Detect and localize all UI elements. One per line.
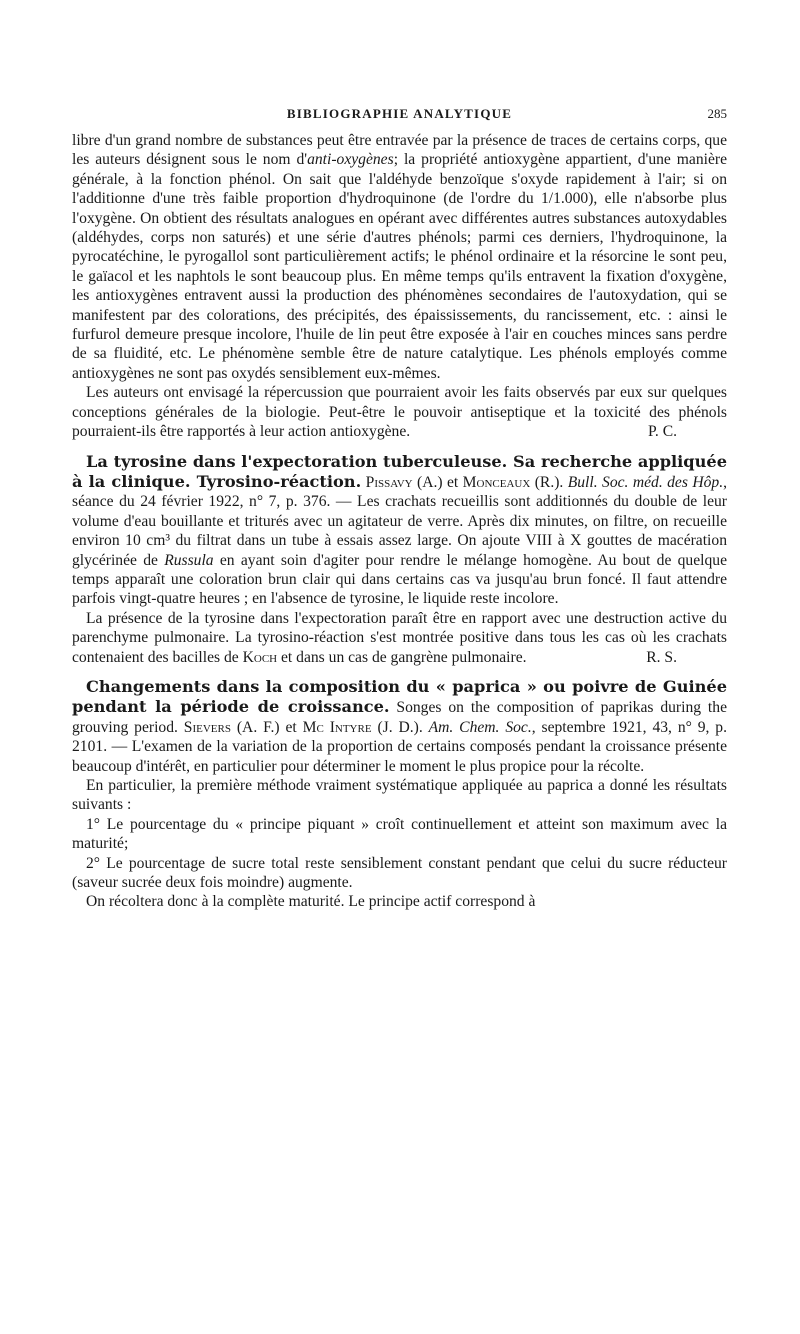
page-body [72,131,727,912]
author-name: Sievers [183,718,231,736]
running-title: BIBLIOGRAPHIE ANALYTIQUE [286,106,513,121]
abstract-signature: R. S. [646,648,677,666]
abstract-entry: Changements dans la composition du « paprica » ou poivre de Guinée pendant la période de croissance. Songes on the composition of paprikas during the grouving period. Sievers (A. F.) et Mc Intyre (J. D.). Am. Chem. Soc., septembre 1921, 43, n° 9, p. 2101. — L'examen de la variation de la proportion de certains composés pendant la croissance présente beaucoup d'intérêt, en particulier pour déterminer le moment le plus propice pour la récolte. [72,676,727,775]
paragraph: libre d'un grand nombre de substances peut être entravée par la présence de traces de certains corps, que les auteurs désignent sous le nom d'anti-oxygènes; la propriété antioxygène appartient, d'une manière générale, à la fonction phénol. On sait que l'aldéhyde benzoïque s'oxyde rapidement à l'air; si on l'additionne d'une très faible proportion d'hydroquinone (de l'ordre du 1/1.000), elle n'absorbe plus l'oxygène. On obtient des résultats analogues en opérant avec différentes autres substances autoxydables (aldéhydes, corps non saturés) et une série d'autres phénols; parmi ces derniers, l'hydroquinone, la pyrocatéchine, le pyrogallol sont particulièrement actifs; le phénol ordinaire et la résorcine le sont peu, le gaïacol et les naphtols le sont beaucoup plus. En même temps qu'ils entravent la fixation d'oxygène, les antioxygènes entravent aussi la production des phénomènes secondaires de l'autoxydation, qui se manifestent par des colorations, des précipités, des épaississements, du rancissement, etc. : ainsi le furfurol demeure presque incolore, l'huile de lin peut être exposée à l'air en couches minces sans perdre de sa fluidité, etc. Le phénomène semble être de nature catalytique. Les phénols employés comme antioxygènes ne sont pas oxydés sensiblement eux-mêmes. [72,132,727,382]
species-name: Russula [164,551,214,569]
paragraph: On récoltera donc à la complète maturité. Le principe actif correspond à [86,893,536,911]
abstract-signature: P. C. [647,423,677,441]
author-name: Monceaux [462,473,531,491]
author-name: Koch [242,648,278,666]
paragraph: La présence de la tyrosine dans l'expectoration paraît être en rapport avec une destruction active du parenchyme pulmonaire. La tyrosino-réaction s'est montrée positive dans tous les cas où les crachats contenaient des bacilles de Koch et dans un cas de gangrène pulmonaire. R. S. [72,609,727,666]
entry-title: La tyrosine dans l'expectoration tuberculeuse. Sa recherche appliquée à la clinique. Tyrosino-réaction. [72,451,727,491]
author-name: Pissavy [365,473,413,491]
abstract-entry: La tyrosine dans l'expectoration tuberculeuse. Sa recherche appliquée à la clinique. Tyrosino-réaction. Pissavy (A.) et Monceaux (R.). Bull. Soc. méd. des Hôp., séance du 24 février 1922, n° 7, p. 376. — Les crachats recueillis sont additionnés du double de leur volume d'eau bouillante et triturés avec un agitateur de verre. Après dix minutes, on filtre, on recueille environ 10 cm³ du filtrat dans un tube à essais assez large. On ajoute VIII à X gouttes de macération glycérinée de Russula en ayant soin d'agiter pour rendre le mélange homogène. Au bout de quelque temps apparaît une coloration brun clair qui dans certains cas va jusqu'au brun foncé. Il faut attendre parfois vingt-quatre heures ; en l'absence de tyrosine, le liquide reste incolore. [72,451,727,608]
paragraph: En particulier, la première méthode vraiment systématique appliquée au paprica a donné les résultats suivants : [72,777,727,814]
author-name: Mc Intyre [302,718,372,736]
entry-title: Changements dans la composition du « paprica » ou poivre de Guinée pendant la période de croissance. [72,676,727,717]
journal-name: Bull. Soc. méd. des Hôp. [567,473,724,491]
page-number: 285 [707,106,727,121]
paragraph: 1° Le pourcentage du « principe piquant » croît continuellement et atteint son maximum avec la maturité; [72,815,727,853]
english-title: Songes on the composition of paprikas during the grouving period. [72,699,727,736]
paragraph: Les auteurs ont envisagé la répercussion que pourraient avoir les faits observés par eux sur quelques conceptions générales de la biologie. Peut-être le pouvoir antiseptique et la toxicité des phénols pourraient-ils être rapportés à leur action antioxygène. P. C. [72,384,727,441]
journal-name: Am. Chem. Soc. [428,718,532,736]
reference: , séance du 24 février 1922, n° 7, p. 376. [72,473,727,511]
paragraph: 2° Le pourcentage de sucre total reste sensiblement constant pendant que celui du sucre réducteur (saveur sucrée deux fois moindre) augmente. [72,854,727,892]
reference: , septembre 1921, 43, n° 9, p. 2101. [72,718,727,756]
italic-term: anti-oxygènes [307,151,394,169]
page-header [72,106,727,126]
